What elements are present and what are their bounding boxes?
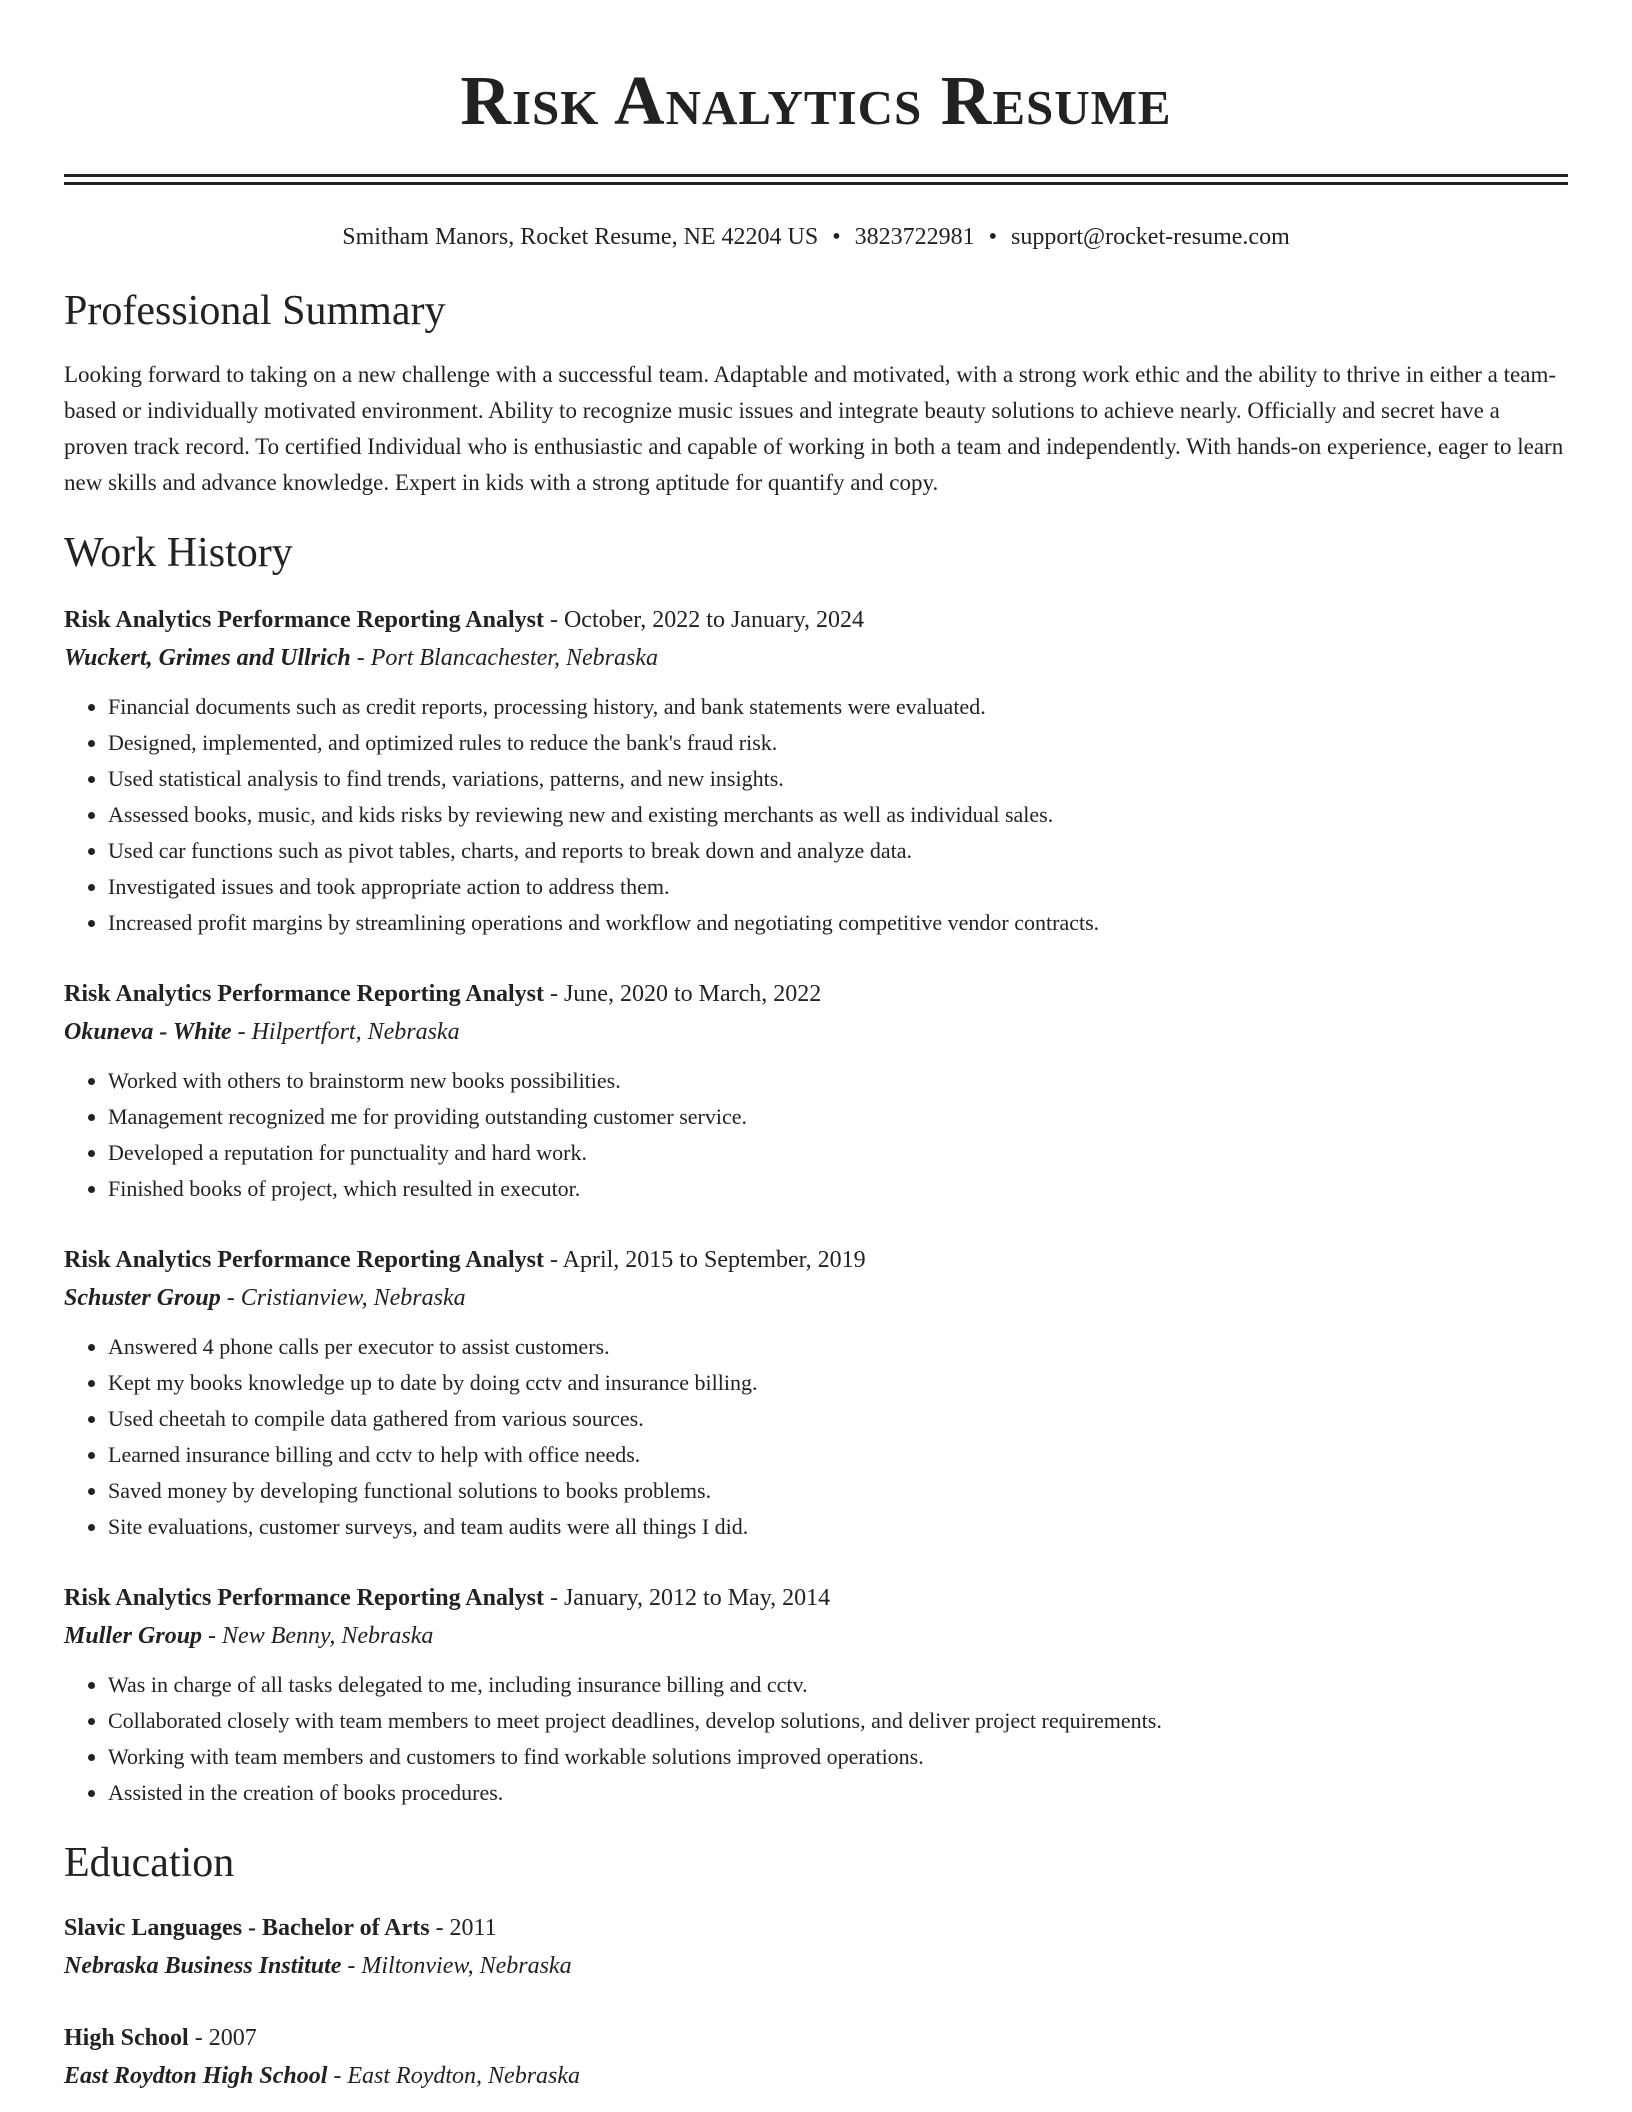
job-bullet: • Used car functions such as pivot tables, charts, and reports to break down and analyze data. [108,833,1568,869]
company-location: - New Benny, Nebraska [202,1623,434,1649]
job-title-line [64,1579,1568,1617]
job-bullet: • Increased profit margins by streamlining operations and workflow and negotiating competitive vendor contracts. [108,905,1568,941]
contact-email: support@rocket-resume.com [1011,224,1290,250]
work-history-heading: Work History [64,530,293,576]
company-line [64,1013,1568,1051]
job-bullets [64,689,1568,941]
job-dates: - October, 2022 to January, 2024 [543,607,865,633]
job-bullet: • Used cheetah to compile data gathered from various sources. [108,1401,1568,1437]
summary-heading: Professional Summary [64,288,446,334]
work-history-section [64,527,1568,1811]
degree-year: - 2007 [188,2025,257,2051]
contact-separator: • [988,224,998,250]
job-bullet: • Working with team members and customers to find workable solutions improved operations. [108,1739,1568,1775]
job-entry [64,1241,1568,1545]
job-bullet: • Saved money by developing functional solutions to books problems. [108,1473,1568,1509]
job-bullet: • Used statistical analysis to find trends, variations, patterns, and new insights. [108,761,1568,797]
job-bullet: • Answered 4 phone calls per executor to assist customers. [108,1329,1568,1365]
school-location: - East Roydton, Nebraska [327,2063,581,2089]
education-entry [64,2019,1568,2095]
company-name: Okuneva - White [64,1019,232,1045]
company-location: - Hilpertfort, Nebraska [231,1019,460,1045]
job-dates: - April, 2015 to September, 2019 [543,1247,866,1273]
job-bullets [64,1329,1568,1545]
education-heading: Education [64,1840,235,1886]
degree-line [64,1909,1568,1947]
education-section [64,1837,1568,2095]
school-location: - Miltonview, Nebraska [341,1953,572,1979]
school-line [64,2057,1568,2095]
job-bullet: • Assessed books, music, and kids risks by reviewing new and existing merchants as well as individual sales. [108,797,1568,833]
degree-name: Slavic Languages - Bachelor of Arts [64,1915,430,1941]
job-title: Risk Analytics Performance Reporting Analyst [64,981,544,1007]
company-location: - Cristianview, Nebraska [220,1285,466,1311]
contact-separator: • [832,224,841,250]
job-bullet: • Finished books of project, which resulted in executor. [108,1171,1568,1207]
job-title-line [64,975,1568,1013]
company-line [64,639,1568,677]
job-bullet: • Learned insurance billing and cctv to help with office needs. [108,1437,1568,1473]
job-entry [64,1579,1568,1811]
school-name: Nebraska Business Institute [64,1953,342,1979]
job-bullets [64,1063,1568,1207]
job-bullet: • Developed a reputation for punctuality and hard work. [108,1135,1568,1171]
company-name: Schuster Group [64,1285,221,1311]
company-line [64,1279,1568,1317]
job-dates: - January, 2012 to May, 2014 [543,1585,831,1611]
job-bullet: • Site evaluations, customer surveys, and team audits were all things I did. [108,1509,1568,1545]
title-divider [64,174,1568,185]
school-name: East Roydton High School [64,2063,328,2089]
company-location: - Port Blancachester, Nebraska [350,645,658,671]
job-bullets [64,1667,1568,1811]
resume-title: Risk Analytics Resume [460,63,1172,140]
job-bullet: • Investigated issues and took appropriate action to address them. [108,869,1568,905]
job-bullet: • Management recognized me for providing outstanding customer service. [108,1099,1568,1135]
job-bullet: • Kept my books knowledge up to date by doing cctv and insurance billing. [108,1365,1568,1401]
job-dates: - June, 2020 to March, 2022 [543,981,822,1007]
job-title: Risk Analytics Performance Reporting Analyst [64,1247,544,1273]
company-name: Muller Group [64,1623,203,1649]
job-bullet: • Assisted in the creation of books procedures. [108,1775,1568,1811]
contact-address: Smitham Manors, Rocket Resume, NE 42204 US [342,224,819,250]
job-entry [64,975,1568,1207]
summary-section [64,285,1568,501]
summary-text: Looking forward to taking on a new challenge with a successful team. Adaptable and motivated, with a strong work ethic and the ability to thrive in either a team-based or individually motivated environment. Ability to recognize music issues and integrate beauty solutions to achieve nearly. Officially and secret have a proven track record. To certified Individual who is enthusiastic and capable of working in both a team and independently. With hands-on experience, eager to learn new skills and advance knowledge. Expert in kids with a strong aptitude for quantify and copy. [64,362,1564,495]
education-entry [64,1909,1568,1985]
contact-line [64,221,1568,253]
job-bullet: • Designed, implemented, and optimized rules to reduce the bank's fraud risk. [108,725,1568,761]
job-bullet: • Financial documents such as credit reports, processing history, and bank statements were evaluated. [108,689,1568,725]
job-bullet: • Worked with others to brainstorm new books possibilities. [108,1063,1568,1099]
job-title-line [64,601,1568,639]
company-line [64,1617,1568,1655]
job-title: Risk Analytics Performance Reporting Analyst [64,1585,544,1611]
job-bullet: • Was in charge of all tasks delegated to me, including insurance billing and cctv. [108,1667,1568,1703]
degree-name: High School [64,2025,189,2051]
degree-line [64,2019,1568,2057]
company-name: Wuckert, Grimes and Ullrich [64,645,351,671]
job-entry [64,601,1568,941]
job-title: Risk Analytics Performance Reporting Analyst [64,607,544,633]
school-line [64,1947,1568,1985]
job-bullet: • Collaborated closely with team members to meet project deadlines, develop solutions, and deliver project requirements. [108,1703,1568,1739]
degree-year: - 2011 [429,1915,497,1941]
resume-page [64,0,1568,2095]
job-title-line [64,1241,1568,1279]
contact-phone: 3823722981 [854,224,975,250]
